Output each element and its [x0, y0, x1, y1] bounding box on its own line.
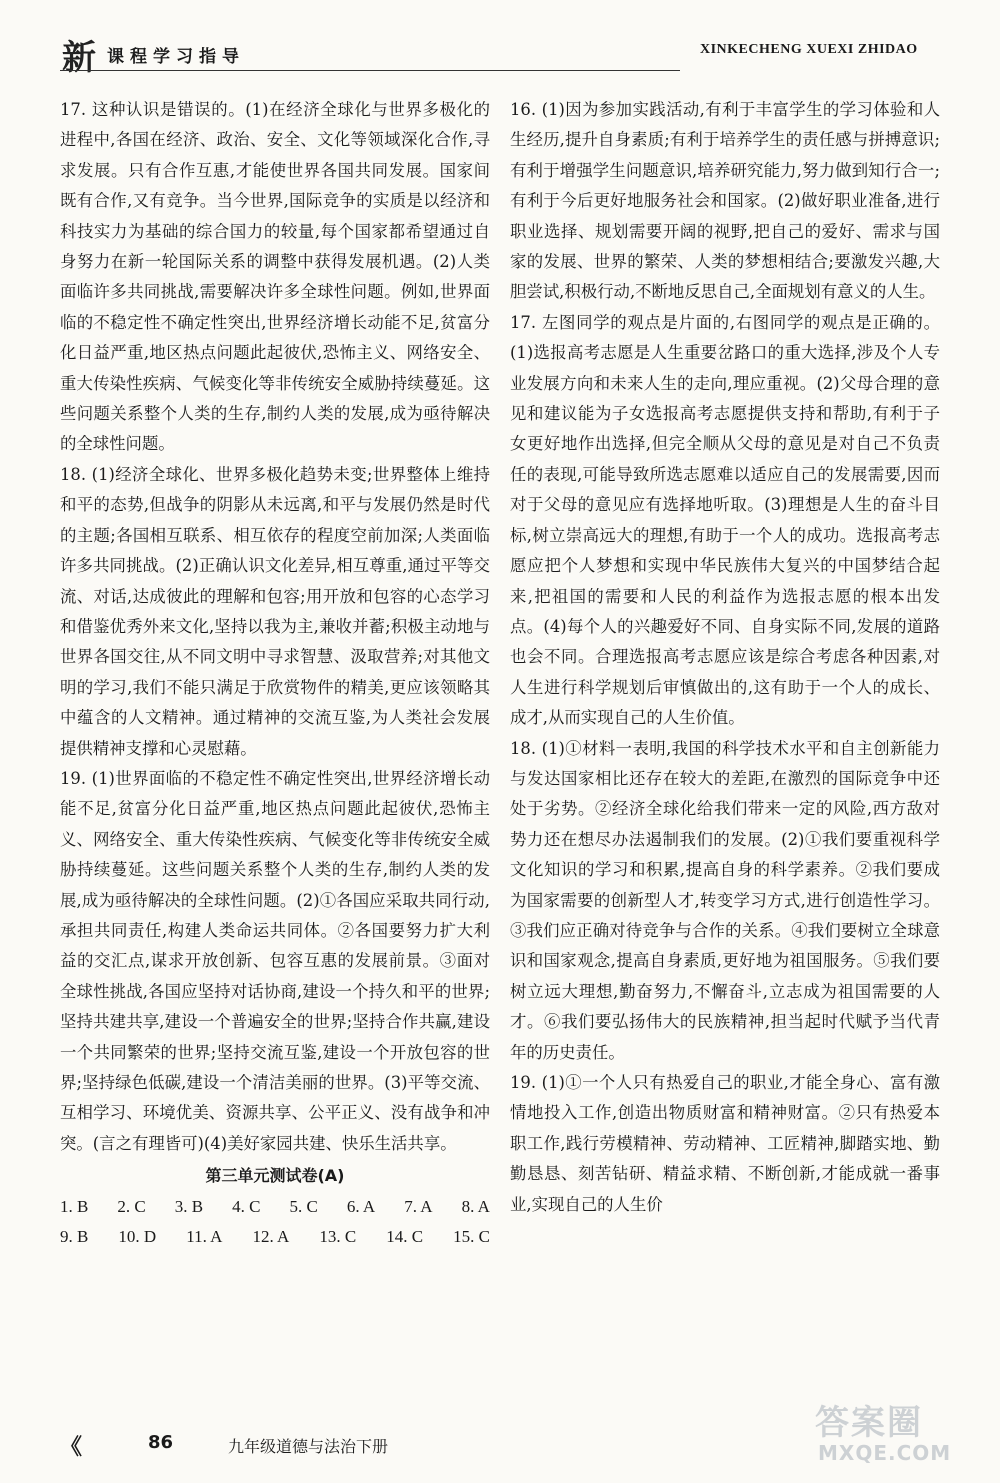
choice-answer: 10. D: [118, 1227, 157, 1247]
page-number: 86: [148, 1432, 174, 1453]
section-title: 第三单元测试卷(A): [205, 1166, 345, 1186]
choice-answer: 8. A: [461, 1196, 490, 1216]
answer-17-right: 17. 左图同学的观点是片面的,右图同学的观点是正确的。(1)选报高考志愿是人生重要岔路口的重大选择,涉及个人专业发展方向和未来人生的走向,理应重视。(2)父母合理的意见和建议能为子女选报高考志愿提供支持和帮助,有利于子女更好地作出选择,但完全顺从父母的意见是对自己不负责任的表现,可能导致所选志愿难以适应自己的发展需要,因而对于父母的意见应有选择地听取。(3)理想是人生的奋斗目标,树立崇高远大的理想,有助于一个人的成功。选报高考志愿应把个人梦想和实现中华民族伟大复兴的中国梦结合起来,把祖国的需要和人民的利益作为选报志愿的根本出发点。(4)每个人的兴趣爱好不同、自身实际不同,发展的道路也会不同。合理选报高考志愿应该是综合考虑各种因素,对人生进行科学规划后审慎做出的,这有助于一个人的成长、成才,从而实现自己的人生价值。: [510, 312, 940, 728]
choice-answer: 14. C: [386, 1227, 424, 1247]
watermark: [800, 1395, 970, 1475]
answer-row-1: [60, 1192, 490, 1222]
book-title: 九年级道德与法治下册: [228, 1437, 389, 1456]
answer-19-right: 19. (1)①一个人只有热爱自己的职业,才能全身心、富有激情地投入工作,创造出物质财富和精神财富。②只有热爱本职工作,践行劳模精神、劳动精神、工匠精神,脚踏实地、勤勤恳恳、刻苦钻研、精益求精、不断创新,才能成就一番事业,实现自己的人生价: [510, 1073, 940, 1214]
header-rule: [60, 70, 680, 71]
choice-answer: 13. C: [319, 1227, 357, 1247]
left-column: [60, 95, 490, 1252]
footer-arrow-icon: 《: [60, 1435, 83, 1460]
choice-answer: 6. A: [346, 1196, 376, 1216]
choice-answer: 2. C: [117, 1196, 146, 1216]
choice-answer: 3. B: [174, 1196, 204, 1216]
choice-answer: 4. C: [232, 1196, 261, 1216]
watermark-url: MXQE.COM: [818, 1441, 952, 1465]
watermark-logo: 答案圈: [815, 1403, 923, 1443]
choice-answer: 12. A: [252, 1227, 290, 1247]
answer-row-2: [60, 1222, 490, 1252]
page-header: [0, 0, 1000, 78]
choice-answer: 9. B: [60, 1227, 89, 1247]
answer-18: 18. (1)经济全球化、世界多极化趋势未变;世界整体上维持和平的态势,但战争的阴影从未远离,和平与发展仍然是时代的主题;各国相互联系、相互依存的程度空前加深;人类面临许多共同挑战。(2)正确认识文化差异,相互尊重,通过平等交流、对话,达成彼此的理解和包容;用开放和包容的心态学习和借鉴优秀外来文化,坚持以我为主,兼收并蓄;积极主动地与世界各国交往,从不同文明中寻求智慧、汲取营养;对其他文明的学习,我们不能只满足于欣赏物件的精美,更应该领略其中蕴含的人文精神。通过精神的交流互鉴,为人类社会发展提供精神支撑和心灵慰藉。: [60, 464, 490, 758]
page-footer: [60, 1430, 660, 1460]
logo-xin: 新: [62, 38, 96, 78]
choice-answer: 5. C: [289, 1196, 318, 1216]
choice-answer: 1. B: [60, 1196, 89, 1216]
header-pinyin: XINKECHENG XUEXI ZHIDAO: [700, 42, 918, 57]
header-title: 课程学习指导: [107, 47, 245, 67]
answer-19: 19. (1)世界面临的不稳定性不确定性突出,世界经济增长动能不足,贫富分化日益严重,地区热点问题此起彼伏,恐怖主义、网络安全、重大传染性疾病、气候变化等非传统安全威胁持续蔓延。这些问题关系整个人类的生存,制约人类的发展,成为亟待解决的全球性问题。(2)①各国应采取共同行动,承担共同责任,构建人类命运共同体。②各国要努力扩大利益的交汇点,谋求开放创新、包容互惠的发展前景。③面对全球性挑战,各国应坚持对话协商,建设一个持久和平的世界;坚持共建共享,建设一个普遍安全的世界;坚持合作共赢,建设一个共同繁荣的世界;坚持交流互鉴,建设一个开放包容的世界;坚持绿色低碳,建设一个清洁美丽的世界。(3)平等交流、互相学习、环境优美、资源共享、公平正义、没有战争和冲突。(言之有理皆可)(4)美好家园共建、快乐生活共享。: [60, 768, 490, 1153]
right-column: [510, 95, 940, 1220]
answer-16: 16. (1)因为参加实践活动,有利于丰富学生的学习体验和人生经历,提升自身素质;有利于培养学生的责任感与拼搏意识;有利于增强学生问题意识,培养研究能力,努力做到知行合一;有利于今后更好地服务社会和国家。(2)做好职业准备,进行职业选择、规划需要开阔的视野,把自己的爱好、需求与国家的发展、世界的繁荣、人类的梦想相结合;要激发兴趣,大胆尝试,积极行动,不断地反思自己,全面规划有意义的人生。: [510, 100, 940, 302]
answer-18-right: 18. (1)①材料一表明,我国的科学技术水平和自主创新能力与发达国家相比还存在较大的差距,在激烈的国际竞争中还处于劣势。②经济全球化给我们带来一定的风险,西方敌对势力还在想尽办法遏制我们的发展。(2)①我们要重视科学文化知识的学习和积累,提高自身的科学素养。②我们要成为国家需要的创新型人才,转变学习方式,进行创造性学习。③我们应正确对待竞争与合作的关系。④我们要树立全球意识和国家观念,提高自身素质,更好地为祖国服务。⑤我们要树立远大理想,勤奋努力,不懈奋斗,立志成为祖国需要的人才。⑥我们要弘扬伟大的民族精神,担当起时代赋予当代青年的历史责任。: [510, 738, 940, 1062]
choice-answer: 11. A: [186, 1227, 223, 1247]
answer-17: 17. 这种认识是错误的。(1)在经济全球化与世界多极化的进程中,各国在经济、政治、安全、文化等领域深化合作,寻求发展。只有合作互惠,才能使世界各国共同发展。国家间既有合作,又有竞争。当今世界,国际竞争的实质是以经济和科技实力为基础的综合国力的较量,每个国家都希望通过自身努力在新一轮国际关系的调整中获得发展机遇。(2)人类面临许多共同挑战,需要解决许多全球性问题。例如,世界面临的不稳定性不确定性突出,世界经济增长动能不足,贫富分化日益严重,地区热点问题此起彼伏,恐怖主义、网络安全、重大传染性疾病、气候变化等非传统安全威胁持续蔓延。这些问题关系整个人类的生存,制约人类的发展,成为亟待解决的全球性问题。: [60, 100, 490, 454]
choice-answer: 7. A: [404, 1196, 433, 1216]
choice-answer: 15. C: [453, 1227, 490, 1247]
